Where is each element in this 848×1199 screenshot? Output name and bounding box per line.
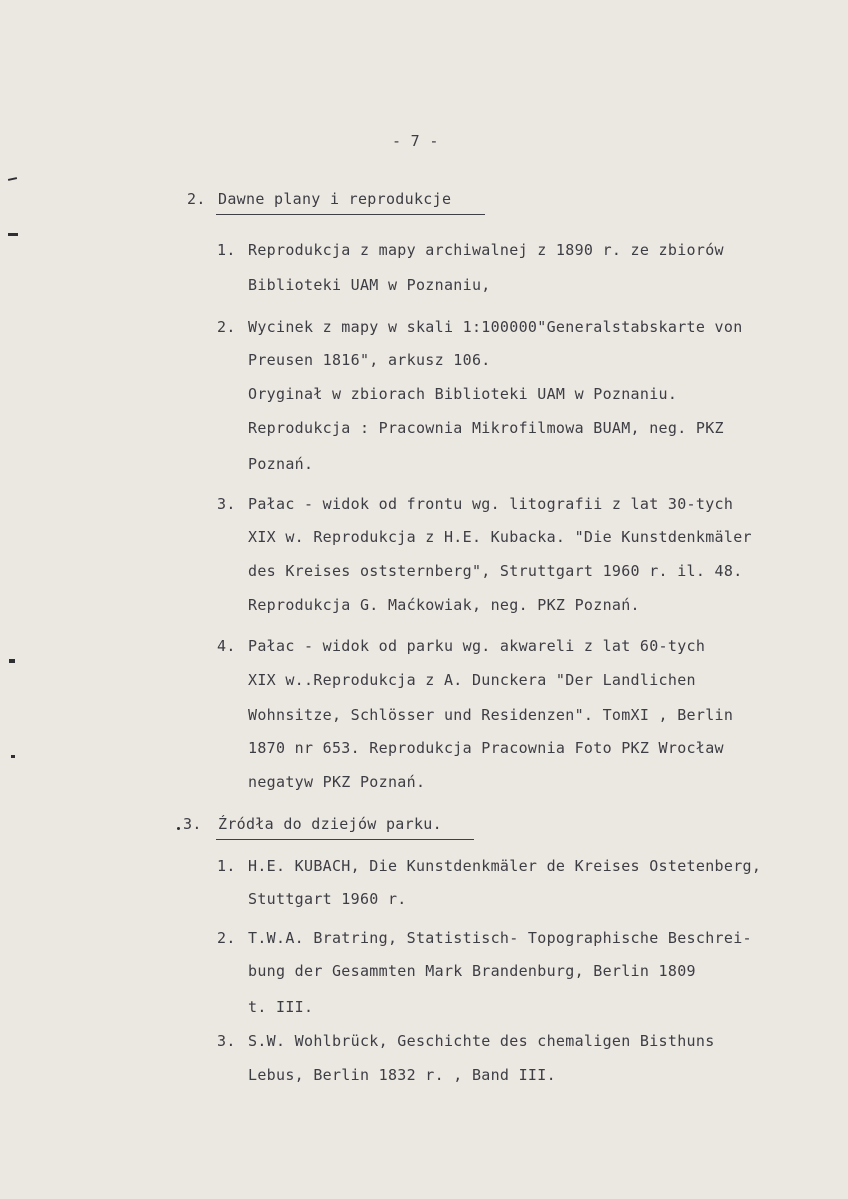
- section-title: Dawne plany i reprodukcje: [218, 190, 452, 208]
- item-line: 1870 nr 653. Reprodukcja Pracownia Foto PKZ Wrocław: [248, 739, 724, 757]
- section-title-underline: [216, 839, 474, 840]
- item-number: 3.: [217, 495, 236, 513]
- item-number: 1.: [217, 857, 236, 875]
- item-line: Wycinek z mapy w skali 1:100000"Generalstabskarte von: [248, 318, 743, 336]
- item-line: T.W.A. Bratring, Statistisch- Topographische Beschrei-: [248, 929, 752, 947]
- margin-mark: [8, 177, 17, 181]
- section-number: 3.: [183, 815, 202, 833]
- item-line: Pałac - widok od parku wg. akwareli z lat 60-tych: [248, 637, 706, 655]
- item-line: Reprodukcja : Pracownia Mikrofilmowa BUAM, neg. PKZ: [248, 419, 724, 437]
- item-number: 2.: [217, 318, 236, 336]
- section-title: Źródła do dziejów parku.: [218, 815, 442, 833]
- item-line: Preusen 1816", arkusz 106.: [248, 351, 491, 369]
- item-line: H.E. KUBACH, Die Kunstdenkmäler de Kreises Ostetenberg,: [248, 857, 762, 875]
- item-line: Oryginał w zbiorach Biblioteki UAM w Poznaniu.: [248, 385, 678, 403]
- item-line: S.W. Wohlbrück, Geschichte des chemaligen Bisthuns: [248, 1032, 715, 1050]
- margin-dot: [177, 827, 180, 830]
- item-line: des Kreises oststernberg", Struttgart 1960 r. il. 48.: [248, 562, 743, 580]
- item-line: Reprodukcja z mapy archiwalnej z 1890 r. ze zbiorów: [248, 241, 724, 259]
- item-number: 4.: [217, 637, 236, 655]
- item-line: Stuttgart 1960 r.: [248, 890, 407, 908]
- item-line: bung der Gesammten Mark Brandenburg, Berlin 1809: [248, 962, 696, 980]
- item-line: Biblioteki UAM w Poznaniu,: [248, 276, 491, 294]
- item-line: Pałac - widok od frontu wg. litografii z lat 30-tych: [248, 495, 734, 513]
- page-number: - 7 -: [392, 132, 439, 150]
- item-line: Poznań.: [248, 455, 314, 473]
- item-number: 3.: [217, 1032, 236, 1050]
- item-line: negatyw PKZ Poznań.: [248, 773, 426, 791]
- item-line: XIX w..Reprodukcja z A. Dunckera "Der Landlichen: [248, 671, 696, 689]
- margin-mark: [11, 755, 15, 758]
- section-number: 2.: [187, 190, 206, 208]
- item-line: Wohnsitze, Schlösser und Residenzen". TomXI , Berlin: [248, 706, 734, 724]
- item-number: 2.: [217, 929, 236, 947]
- margin-mark: [9, 659, 15, 663]
- item-line: Lebus, Berlin 1832 r. , Band III.: [248, 1066, 556, 1084]
- margin-mark: [8, 233, 18, 236]
- item-line: t. III.: [248, 998, 314, 1016]
- item-line: Reprodukcja G. Maćkowiak, neg. PKZ Poznań.: [248, 596, 640, 614]
- item-line: XIX w. Reprodukcja z H.E. Kubacka. "Die Kunstdenkmäler: [248, 528, 752, 546]
- item-number: 1.: [217, 241, 236, 259]
- section-title-underline: [216, 214, 485, 215]
